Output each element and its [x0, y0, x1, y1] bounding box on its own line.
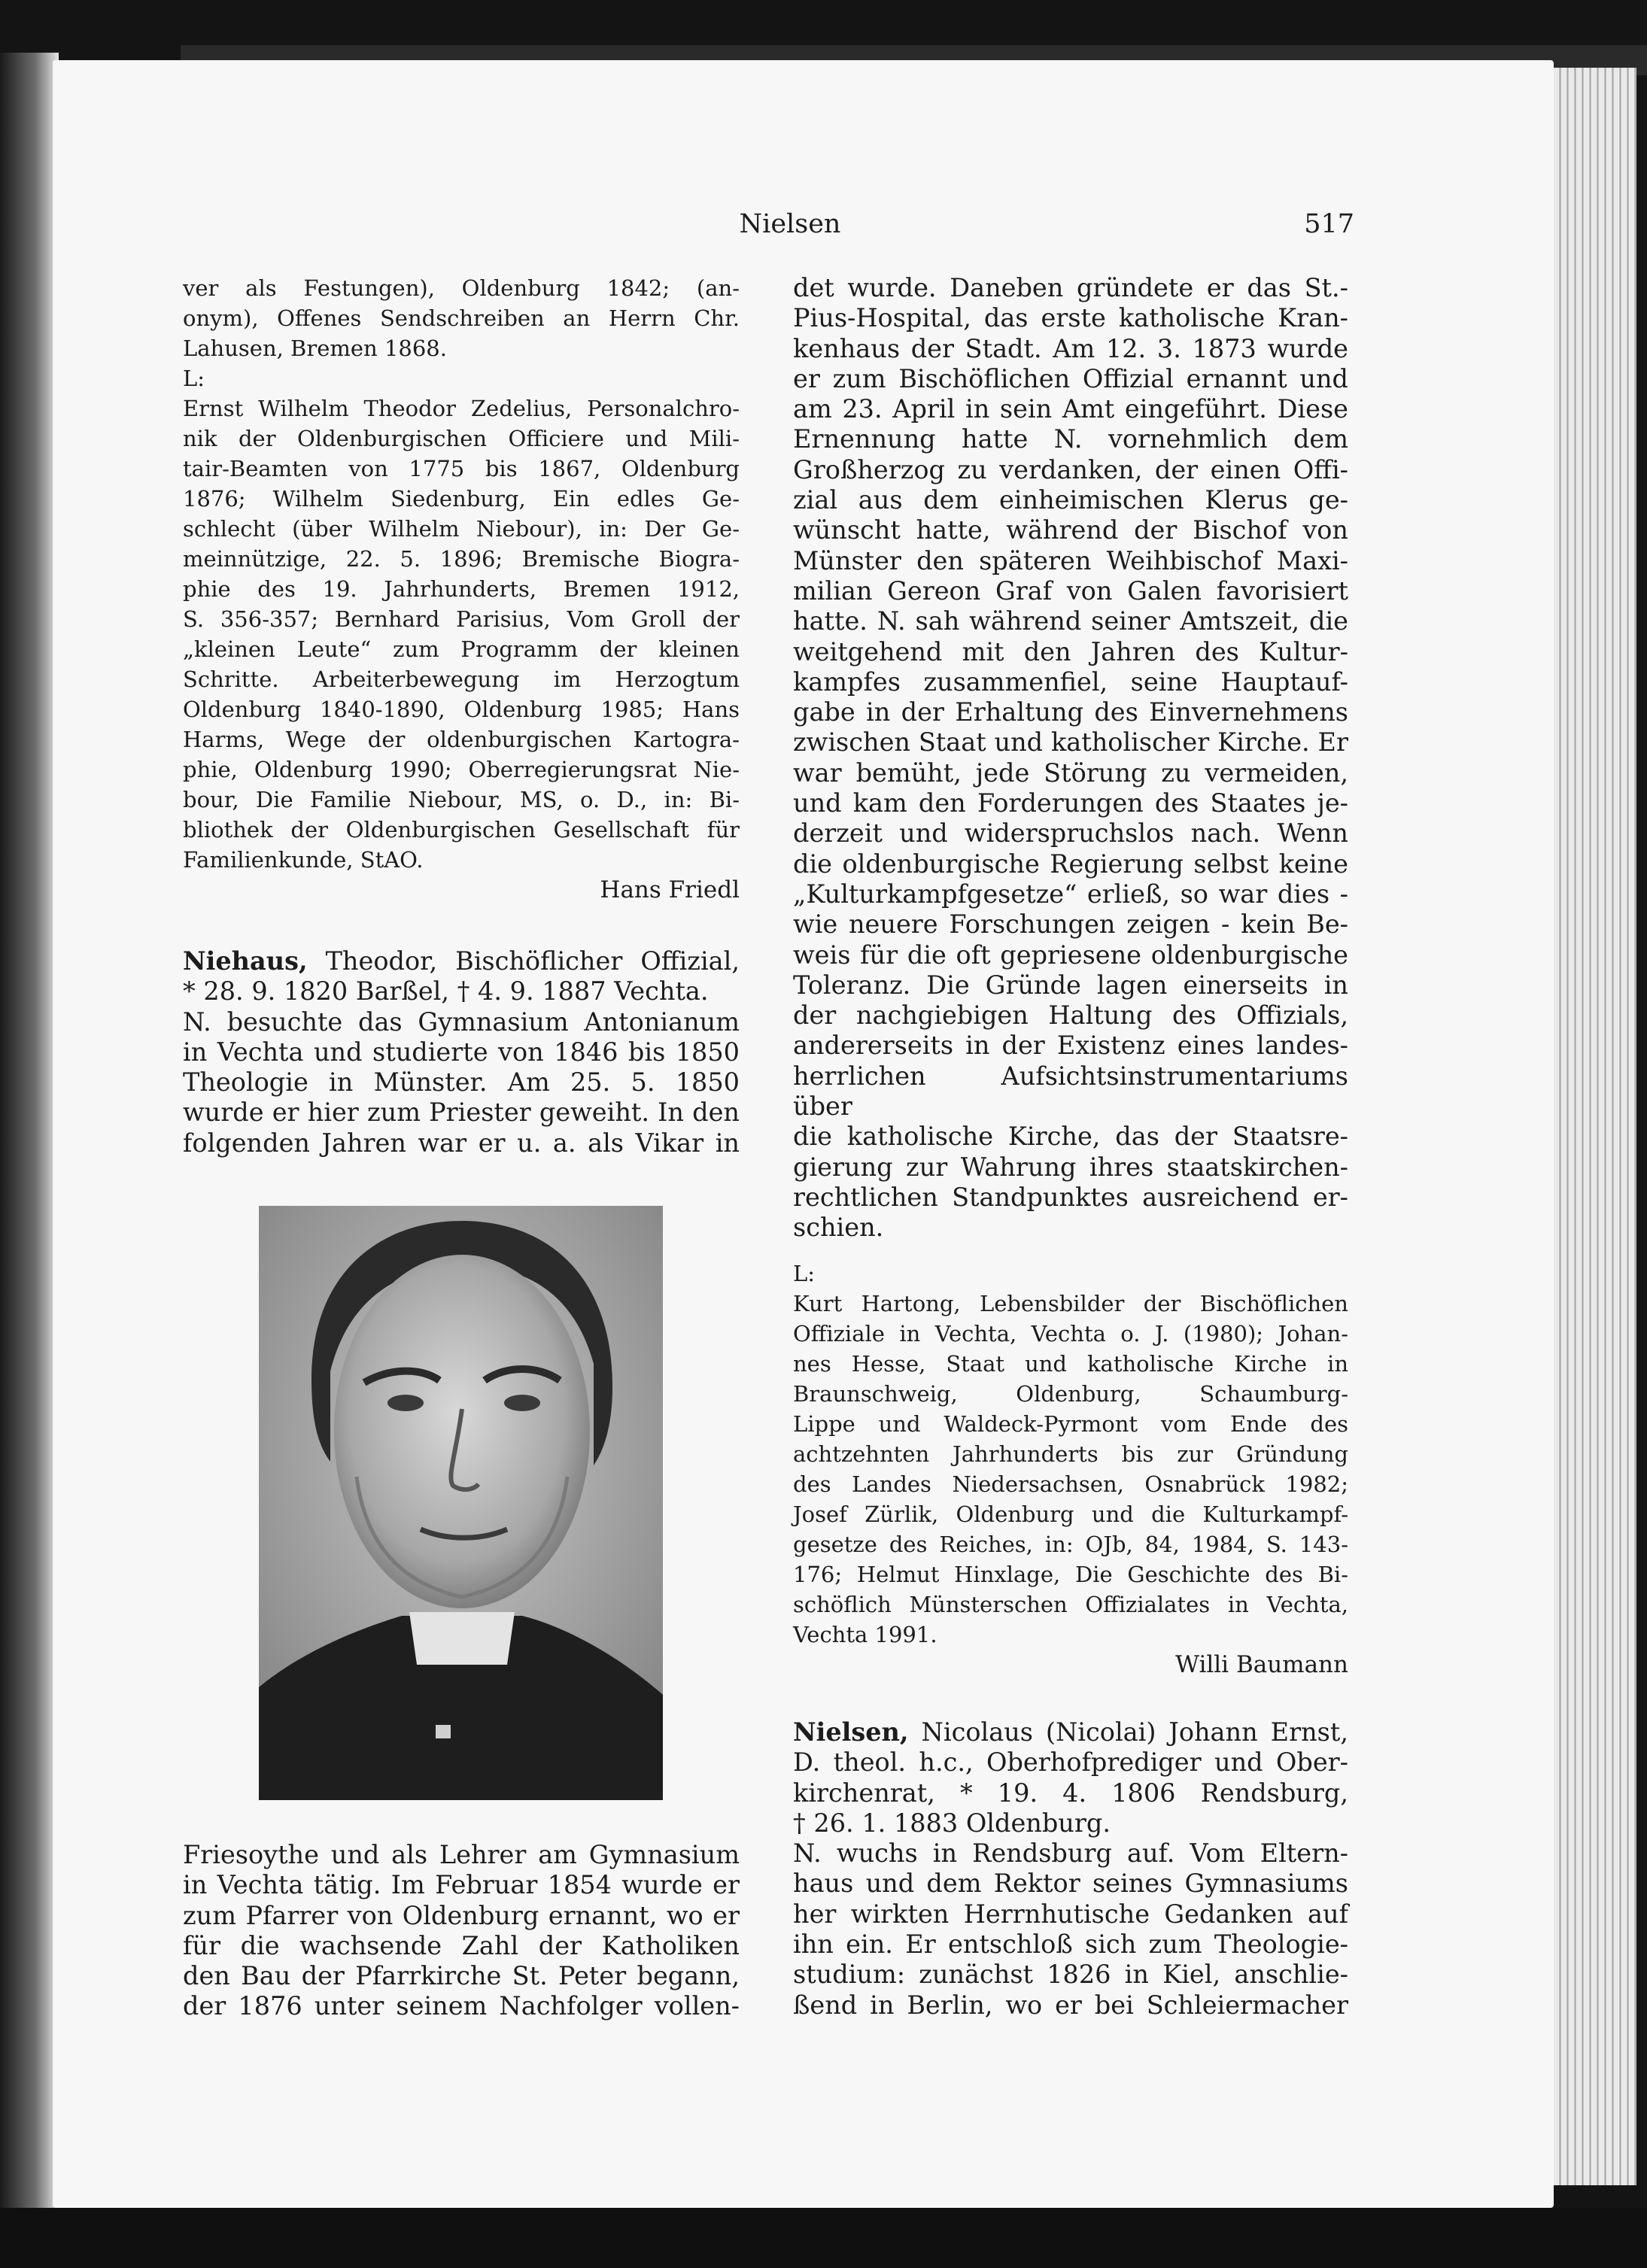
literature-line: achtzehnten Jahrhunderts bis zur Gründung — [793, 1441, 1348, 1467]
text-line: herrlichen Aufsichtsinstrumentariums über — [793, 1061, 1348, 1122]
portrait-photo — [259, 1206, 663, 1800]
text-line: Theologie in Münster. Am 25. 5. 1850 — [183, 1067, 740, 1098]
literature-line: Familienkunde, StAO. — [183, 847, 424, 873]
text-line: wie neuere Forschungen zeigen - kein Be- — [793, 909, 1348, 940]
literature-line: des Landes Niedersachsen, Osnabrück 1982; — [793, 1471, 1348, 1497]
text-line: hatte. N. sah während seiner Amtszeit, die — [793, 606, 1348, 636]
literature-label: L: — [183, 366, 205, 391]
text-line: zum Pfarrer von Oldenburg ernannt, wo er — [183, 1900, 740, 1930]
literature-line: meinnützige, 22. 5. 1896; Bremische Biogra- — [183, 546, 740, 572]
portrait-illustration — [259, 1206, 663, 1800]
literature-line: Offiziale in Vechta, Vechta o. J. (1980); Johan- — [793, 1320, 1348, 1347]
text-line: kenhaus der Stadt. Am 12. 3. 1873 wurde — [793, 333, 1348, 363]
author-signature: Hans Friedl — [600, 876, 740, 903]
text-line: D. theol. h.c., Oberhofprediger und Ober- — [793, 1747, 1348, 1778]
literature-line: 1876; Wilhelm Siedenburg, Ein edles Ge- — [183, 486, 740, 512]
text-line: und kam den Forderungen des Staates je- — [793, 788, 1348, 818]
text-line: er zum Bischöflichen Offizial ernannt und — [793, 363, 1348, 393]
text-line: ihn ein. Er entschloß sich zum Theologie- — [793, 1929, 1348, 1960]
text-line: N. besuchte das Gymnasium Antonianum — [183, 1006, 740, 1037]
entry-heading-rest: Nicolaus (Nicolai) Johann Ernst, — [908, 1717, 1348, 1747]
text-line: gabe in der Erhaltung des Einvernehmens — [793, 697, 1348, 727]
literature-line: bour, Die Familie Niebour, MS, o. D., in: Bi- — [183, 787, 740, 812]
text-line: weis für die oft gepriesene oldenburgische — [793, 940, 1348, 970]
text-line: schien. — [793, 1213, 884, 1243]
text-line: der nachgiebigen Haltung des Offizials, — [793, 1000, 1348, 1031]
literature-line: Harms, Wege der oldenburgischen Kartogra- — [183, 727, 740, 752]
book-gutter-shadow — [0, 53, 59, 2219]
entry-heading-rest: Theodor, Bischöflicher Offizial, — [307, 946, 740, 976]
text-line: „Kulturkampfgesetze“ erließ, so war dies - — [793, 879, 1348, 909]
text-line: † 26. 1. 1883 Oldenburg. — [793, 1808, 1111, 1838]
literature-line: S. 356-357; Bernhard Parisius, Vom Groll der — [183, 606, 740, 632]
text-line: Ernennung hatte N. vornehmlich dem — [793, 424, 1348, 454]
entry-name: Nielsen, — [793, 1717, 909, 1747]
author-signature: Willi Baumann — [1175, 1650, 1348, 1678]
text-line: haus und dem Rektor seines Gymnasiums — [793, 1869, 1348, 1899]
page-stack-edges — [1554, 68, 1636, 2185]
entry-name: Niehaus, — [183, 946, 308, 976]
literature-line: „kleinen Leute“ zum Programm der kleinen — [183, 636, 740, 662]
text-line: die oldenburgische Regierung selbst keine — [793, 849, 1348, 879]
literature-line: bliothek der Oldenburgischen Gesellschaft für — [183, 817, 740, 843]
literature-line: phie des 19. Jahrhunderts, Bremen 1912, — [183, 576, 740, 602]
text-line: studium: zunächst 1826 in Kiel, anschlie- — [793, 1960, 1348, 1990]
text-line: weitgehend mit den Jahren des Kultur- — [793, 636, 1348, 666]
literature-line: Josef Zürlik, Oldenburg und die Kulturkampf- — [793, 1501, 1348, 1527]
text-line: in Vechta tätig. Im Februar 1854 wurde er — [183, 1870, 740, 1900]
left-column-entry — [183, 946, 740, 1158]
text-line: N. wuchs in Rendsburg auf. Vom Eltern- — [793, 1838, 1348, 1869]
literature-line: Oldenburg 1840-1890, Oldenburg 1985; Hans — [183, 697, 740, 722]
text-line: folgenden Jahren war er u. a. als Vikar in — [183, 1128, 740, 1158]
literature-line: schöflich Münsterschen Offizialates in Vechta, — [793, 1591, 1348, 1617]
text-line: onym), Offenes Sendschreiben an Herrn Chr. — [183, 305, 740, 331]
left-column-top — [183, 273, 740, 905]
text-line: rechtlichen Standpunktes ausreichend er- — [793, 1182, 1348, 1212]
literature-line: Vechta 1991. — [793, 1621, 937, 1647]
right-literature-block — [793, 1258, 1348, 1680]
running-head: Nielsen — [739, 209, 841, 239]
literature-line: schlecht (über Wilhelm Niebour), in: Der Ge- — [183, 516, 740, 542]
text-line: Münster den späteren Weihbischof Maxi- — [793, 545, 1348, 575]
text-line: her wirkten Herrnhutische Gedanken auf — [793, 1899, 1348, 1929]
text-line: * 28. 9. 1820 Barßel, † 4. 9. 1887 Vechta. — [183, 976, 709, 1006]
text-line: Toleranz. Die Gründe lagen einerseits in — [793, 970, 1348, 1000]
literature-line: gesetze des Reiches, in: OJb, 84, 1984, S. 143- — [793, 1531, 1348, 1557]
literature-line: nik der Oldenburgischen Officiere und Mili- — [183, 426, 740, 451]
text-line: Lahusen, Bremen 1868. — [183, 335, 447, 361]
text-line: Pius-Hospital, das erste katholische Kran- — [793, 303, 1348, 333]
page-number: 517 — [1304, 209, 1354, 239]
right-column-entry — [793, 1717, 1348, 2021]
text-line: Großherzog zu verdanken, der einen Offi- — [793, 454, 1348, 484]
text-line: die katholische Kirche, das der Staatsre- — [793, 1122, 1348, 1152]
text-line: wurde er hier zum Priester geweiht. In den — [183, 1098, 740, 1128]
literature-label: L: — [793, 1260, 816, 1286]
entry-heading-line — [793, 1717, 1348, 1747]
text-line: am 23. April in sein Amt eingeführt. Diese — [793, 394, 1348, 424]
text-line: in Vechta und studierte von 1846 bis 1850 — [183, 1037, 740, 1067]
literature-line: Braunschweig, Oldenburg, Schaumburg- — [793, 1380, 1348, 1407]
text-line: milian Gereon Graf von Galen favorisiert — [793, 575, 1348, 606]
literature-line: phie, Oldenburg 1990; Oberregierungsrat Nie- — [183, 757, 740, 782]
text-line: den Bau der Pfarrkirche St. Peter begann, — [183, 1961, 740, 1991]
literature-line: Schritte. Arbeiterbewegung im Herzogtum — [183, 666, 740, 692]
text-line: der 1876 unter seinem Nachfolger vollen- — [183, 1991, 740, 2021]
text-line: gierung zur Wahrung ihres staatskirchen- — [793, 1152, 1348, 1182]
text-line: kirchenrat, * 19. 4. 1806 Rendsburg, — [793, 1778, 1348, 1808]
text-line: für die wachsende Zahl der Katholiken — [183, 1930, 740, 1960]
text-line: det wurde. Daneben gründete er das St.- — [793, 273, 1348, 302]
scan-bottom-edge — [0, 2208, 1647, 2268]
literature-line: tair-Beamten von 1775 bis 1867, Oldenburg — [183, 456, 740, 481]
literature-line: Kurt Hartong, Lebensbilder der Bischöflichen — [793, 1290, 1348, 1316]
text-line: derzeit und widerspruchslos nach. Wenn — [793, 818, 1348, 849]
text-line: war bemüht, jede Störung zu vermeiden, — [793, 758, 1348, 788]
text-line: Friesoythe und als Lehrer am Gymnasium — [183, 1840, 740, 1869]
literature-line: Lippe und Waldeck-Pyrmont vom Ende des — [793, 1410, 1348, 1437]
entry-heading-line — [183, 946, 740, 976]
text-line: ßend in Berlin, wo er bei Schleiermacher — [793, 1990, 1348, 2020]
text-line: wünscht hatte, während der Bischof von — [793, 515, 1348, 545]
text-line: zial aus dem einheimischen Klerus ge- — [793, 485, 1348, 515]
left-column-continuation — [183, 1840, 740, 2022]
literature-line: Ernst Wilhelm Theodor Zedelius, Personalchro- — [183, 396, 740, 421]
text-line: kampfes zusammenfiel, seine Hauptauf- — [793, 666, 1348, 697]
literature-line: nes Hesse, Staat und katholische Kirche in — [793, 1350, 1348, 1377]
text-line: zwischen Staat und katholischer Kirche. Er — [793, 727, 1348, 758]
text-line: andererseits in der Existenz eines landes- — [793, 1031, 1348, 1061]
right-column-top — [793, 273, 1348, 1680]
text-line: ver als Festungen), Oldenburg 1842; (an- — [183, 275, 740, 301]
literature-line: 176; Helmut Hinxlage, Die Geschichte des Bi- — [793, 1561, 1348, 1587]
